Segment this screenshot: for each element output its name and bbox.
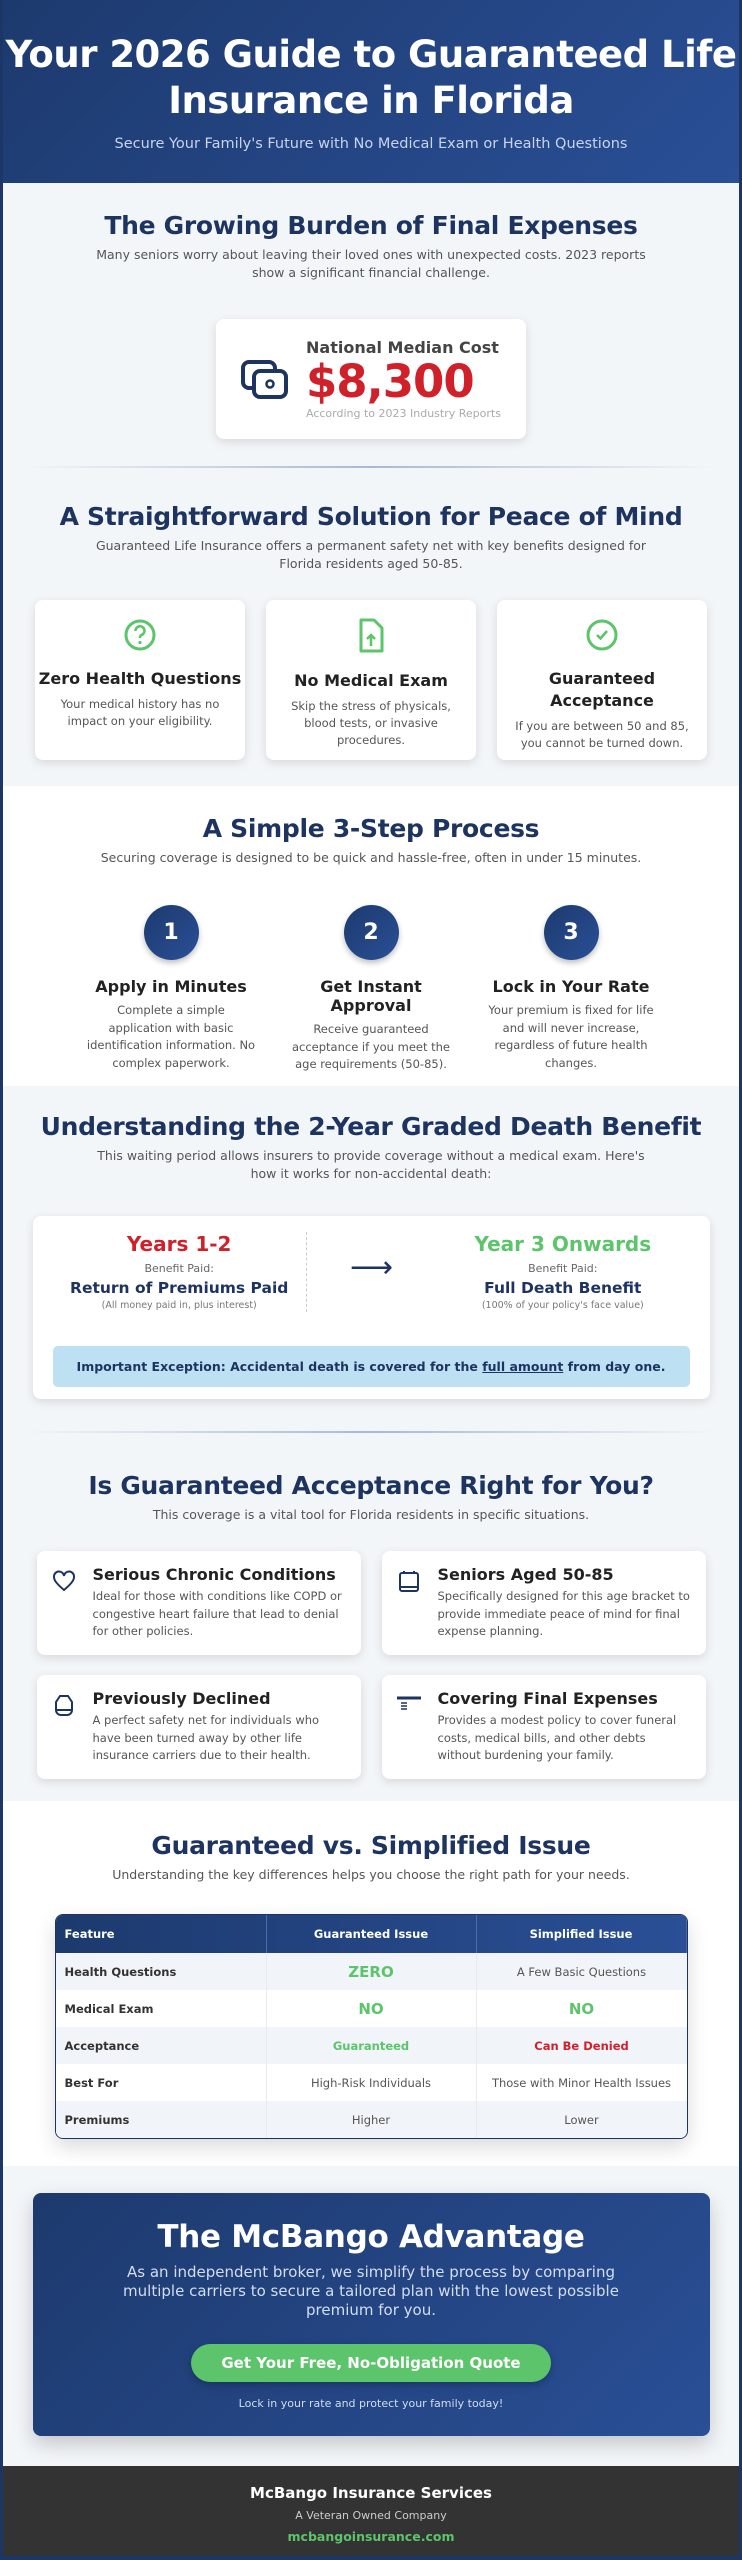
file-upload-icon [356,618,386,654]
graded-benefit-card [33,1216,710,1399]
table-row [56,2027,687,2064]
step-title: Get Instant Approval [320,977,422,1015]
card-title: Seniors Aged 50-85 [437,1565,614,1584]
card-title: Serious Chronic Conditions [92,1565,336,1584]
comparison-section [3,1801,739,2166]
cell: Higher [267,2101,477,2138]
benefit-amount: Return of Premiums Paid [70,1279,289,1297]
benefit-amount: Full Death Benefit [484,1279,642,1297]
years-1-2-column [53,1232,306,1311]
step [85,905,257,1074]
section-text: Guaranteed Life Insurance offers a permanent safety net with key benefits designed for Florida residents aged 50-85. [95,538,647,571]
stat-card [216,319,526,439]
fit-card [37,1675,361,1779]
table-row [56,1990,687,2027]
row-label: Medical Exam [56,1990,267,2027]
step-title: Apply in Minutes [95,977,247,996]
heart-icon [52,1569,76,1593]
card-title: Covering Final Expenses [437,1689,658,1708]
exception-emphasis: full amount [482,1359,564,1374]
cta-section [3,2166,739,2466]
card-text: Provides a modest policy to cover funeral costs, medical bills, and other debts without burdening your family. [437,1713,677,1762]
section-title: Is Guaranteed Acceptance Right for You? [88,1471,654,1500]
step-number: 3 [544,905,599,960]
stat-value: $8,300 [306,355,474,408]
solution-section [3,468,739,786]
section-text: Understanding the key differences helps you choose the right path for your needs. [112,1867,630,1882]
page [3,0,739,2556]
table-header [56,1915,687,1953]
cell: Guaranteed [267,2027,477,2064]
table-row [56,2064,687,2101]
row-label: Acceptance [56,2027,267,2064]
exception-text: Important Exception: Accidental death is covered for the [76,1359,483,1374]
step-text: Receive guaranteed acceptance if you meet the age requirements (50-85). [291,1022,451,1071]
calendar-icon [397,1569,421,1593]
cell: ZERO [267,1953,477,1990]
card-text: If you are between 50 and 85, you cannot be turned down. [515,719,689,750]
step-title: Lock in Your Rate [492,977,650,996]
section-title: Guaranteed vs. Simplified Issue [151,1831,591,1860]
benefit-card [266,600,476,760]
step-number: 1 [144,905,199,960]
section-text: Many seniors worry about leaving their loved ones with unexpected costs. 2023 reports show a significant financial challenge. [96,247,646,280]
stat-source: According to 2023 Industry Reports [306,407,501,420]
comparison-table [55,1914,688,2139]
stat-label: National Median Cost [306,338,499,357]
column-header: Guaranteed Issue [267,1915,477,1953]
row-label: Premiums [56,2101,267,2138]
benefit-note: (All money paid in, plus interest) [101,1300,257,1311]
table-row [56,1953,687,1990]
fit-card [382,1675,706,1779]
benefit-card [35,600,245,760]
fit-card [382,1551,706,1655]
footer [3,2466,739,2556]
column-header: Simplified Issue [477,1915,687,1953]
hero-header [3,0,739,183]
benefit-note: (100% of your policy's face value) [481,1300,644,1311]
card-title: No Medical Exam [294,671,448,690]
company-name: McBango Insurance Services [250,2484,492,2502]
step-number: 2 [344,905,399,960]
cta-banner [33,2193,710,2436]
row-label: Health Questions [56,1953,267,1990]
money-icon [240,357,292,401]
section-title: A Straightforward Solution for Peace of Mind [59,502,683,531]
period-label: Years 1-2 [126,1232,232,1256]
fit-card [37,1551,361,1655]
card-text: Specifically designed for this age bracket to provide immediate peace of mind for final expense planning. [437,1589,690,1638]
cta-title: The McBango Advantage [157,2219,585,2255]
section-title: Understanding the 2-Year Graded Death Benefit [40,1112,702,1141]
table-row [56,2101,687,2138]
receipt-icon [397,1693,421,1717]
card-title: Previously Declined [92,1689,271,1708]
year-3-column [436,1232,689,1311]
step-text: Your premium is fixed for life and will never increase, regardless of future health changes. [488,1003,654,1070]
exception-text: from day one. [563,1359,666,1374]
process-section [3,786,739,1086]
card-text: Ideal for those with conditions like COPD or congestive heart failure that lead to denial for other policies. [92,1589,342,1638]
section-title: The Growing Burden of Final Expenses [104,211,638,240]
benefit-label: Benefit Paid: [144,1262,214,1275]
section-text: This waiting period allows insurers to provide coverage without a medical exam. Here's how it works for non-accidental death: [97,1148,645,1181]
step-text: Complete a simple application with basic identification information. No complex paperwork. [86,1003,256,1070]
card-text: A perfect safety net for individuals who have been turned away by other life insurance carriers due to their health. [92,1713,320,1762]
card-title: Zero Health Questions [38,669,242,688]
arrow-right-icon: ⟶ [349,1250,393,1285]
benefit-label: Benefit Paid: [528,1262,598,1275]
step [285,905,457,1074]
cell: Can Be Denied [534,2038,629,2053]
graded-benefit-section [3,1086,739,1431]
exception-note [53,1346,690,1387]
fit-section [3,1433,739,1801]
cell: Lower [564,2112,599,2127]
website-link[interactable]: mcbangoinsurance.com [287,2529,455,2544]
burden-section [3,183,739,466]
cell: A Few Basic Questions [516,1964,647,1979]
card-text: Your medical history has no impact on your eligibility. [60,697,220,728]
page-subtitle: Secure Your Family's Future with No Medical Exam or Health Questions [114,136,628,152]
page-title: Your 2026 Guide to Guaranteed Life Insurance in Florida [5,33,737,122]
cta-note: Lock in your rate and protect your family today! [238,2397,504,2410]
section-text: This coverage is a vital tool for Florida residents in specific situations. [152,1507,590,1522]
card-text: Skip the stress of physicals, blood tests, or invasive procedures. [291,699,451,747]
period-label: Year 3 Onwards [474,1232,652,1256]
step [485,905,657,1074]
cta-text: As an independent broker, we simplify the process by comparing multiple carriers to secure a tailored plan with the lowest possible premium for you. [123,2263,619,2319]
check-circle-icon [585,618,619,652]
cell: NO [267,1990,477,2027]
card-title: Guaranteed Acceptance [548,669,656,710]
question-circle-icon [123,618,157,652]
section-title: A Simple 3-Step Process [202,814,540,843]
row-label: Best For [56,2064,267,2101]
cell: High-Risk Individuals [267,2064,477,2101]
shield-icon [52,1693,76,1717]
cell: NO [568,1999,595,2018]
section-text: Securing coverage is designed to be quick and hassle-free, often in under 15 minutes. [100,850,642,865]
cell: Those with Minor Health Issues [491,2075,672,2090]
column-header: Feature [56,1915,267,1953]
get-quote-button[interactable]: Get Your Free, No-Obligation Quote [191,2344,550,2382]
company-tagline: A Veteran Owned Company [295,2509,447,2522]
benefit-card [497,600,707,760]
